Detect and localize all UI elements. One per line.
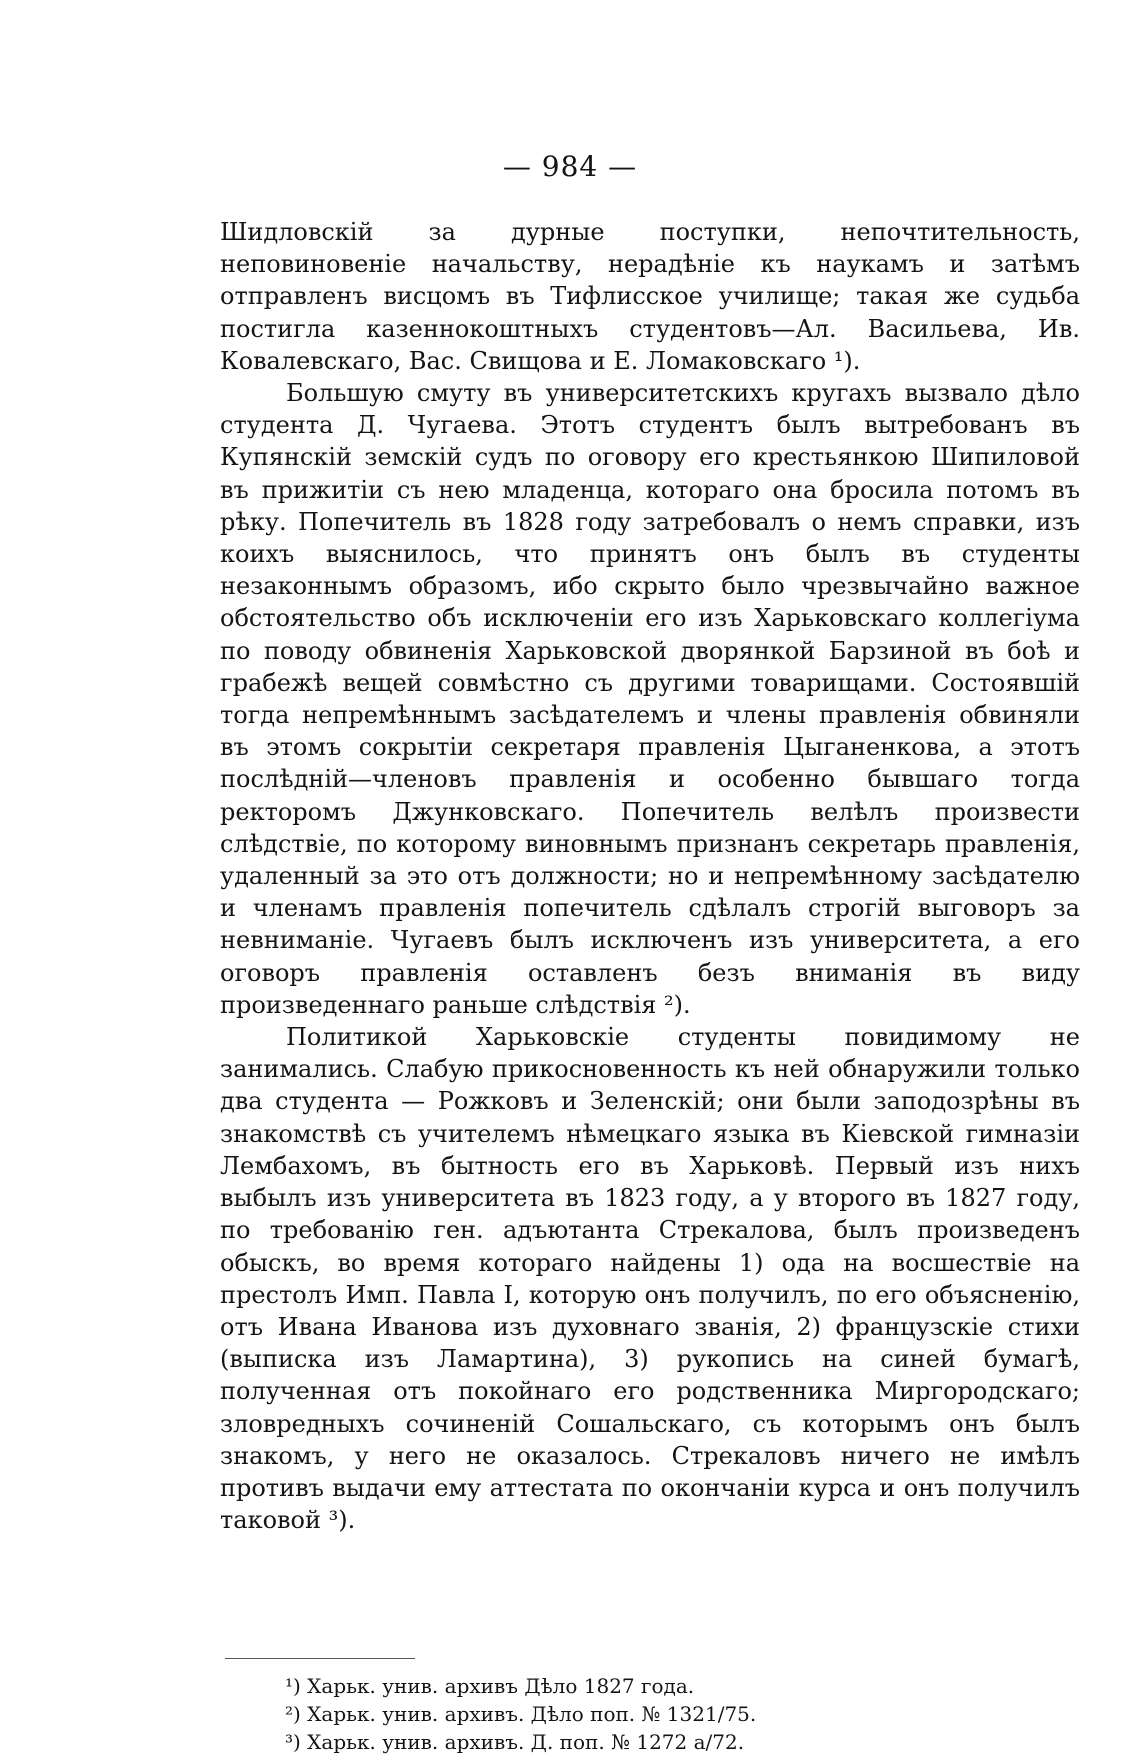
footnote-divider <box>225 1658 415 1659</box>
page-number: — 984 — <box>502 150 638 183</box>
paragraph-2: Большую смуту въ университетскихъ кругахъ вызвало дѣло студента Д. Чугаева. Этотъ студентъ былъ вытребованъ въ Купянскій земскій судъ по оговору его крестьянкою Шипиловой въ прижитіи съ нею младенца, котораго она бросила потомъ въ рѣку. Попечитель въ 1828 году затребовалъ о немъ справки, изъ коихъ выяснилось, что принятъ онъ былъ въ студенты незаконнымъ образомъ, ибо скрыто было чрезвычайно важное обстоятельство объ исключеніи его изъ Харьковскаго коллегіума по поводу обвиненія Харьковской дворянкой Барзиной въ боѣ и грабежѣ вещей совмѣстно съ другими товарищами. Состоявшій тогда непремѣннымъ засѣдателемъ и члены правленія обвиняли въ этомъ сокрытіи секретаря правленія Цыганенкова, а этотъ послѣдній—членовъ правленія и особенно бывшаго тогда ректоромъ Джунковскаго. Попечитель велѣлъ произвести слѣдствіе, по которому виновнымъ признанъ секретарь правленія, удаленный за это отъ должности; но и непремѣнному засѣдателю и членамъ правленія попечитель сдѣлалъ строгій выговоръ за невниманіе. Чугаевъ былъ исключенъ изъ университета, а его оговоръ правленія оставленъ безъ вниманія въ виду произведеннаго раньше слѣдствія ²). <box>220 379 1080 1019</box>
footnote-1: ¹) Харьк. унив. архивъ Дѣло 1827 года. <box>285 1674 695 1698</box>
footnotes <box>285 1672 985 1756</box>
body-text <box>220 216 1080 1536</box>
footnote-2: ²) Харьк. унив. архивъ. Дѣло поп. № 1321/75. <box>285 1702 757 1726</box>
footnote-3: ³) Харьк. унив. архивъ. Д. поп. № 1272 а/72. <box>285 1730 745 1754</box>
paragraph-1: Шидловскій за дурные поступки, непочтительность, неповиновеніе начальству, нерадѣніе къ наукамъ и затѣмъ отправленъ висцомъ въ Тифлисское училище; такая же судьба постигла казеннокоштныхъ студентовъ—Ал. Васильева, Ив. Ковалевскаго, Вас. Свищова и Е. Ломаковскаго ¹). <box>220 218 1080 375</box>
paragraph-3: Политикой Харьковскіе студенты повидимому не занимались. Слабую прикосновенность къ ней обнаружили только два студента — Рожковъ и Зеленскій; они были заподозрѣны въ знакомствѣ съ учителемъ нѣмецкаго языка въ Кіевской гимназіи Лембахомъ, въ бытность его въ Харьковѣ. Первый изъ нихъ выбылъ изъ университета въ 1823 году, а у второго въ 1827 году, по требованію ген. адъютанта Стрекалова, былъ произведенъ обыскъ, во время котораго найдены 1) ода на восшествіе на престолъ Имп. Павла I, которую онъ получилъ, по его объясненію, отъ Ивана Иванова изъ духовнаго званія, 2) французскіе стихи (выписка изъ Ламартина), 3) рукопись на синей бумагѣ, полученная отъ покойнаго его родственника Миргородскаго; зловредныхъ сочиненій Сошальскаго, съ которымъ онъ былъ знакомъ, у него не оказалось. Стрекаловъ ничего не имѣлъ противъ выдачи ему аттестата по окончаніи курса и онъ получилъ таковой ³). <box>220 1023 1080 1535</box>
